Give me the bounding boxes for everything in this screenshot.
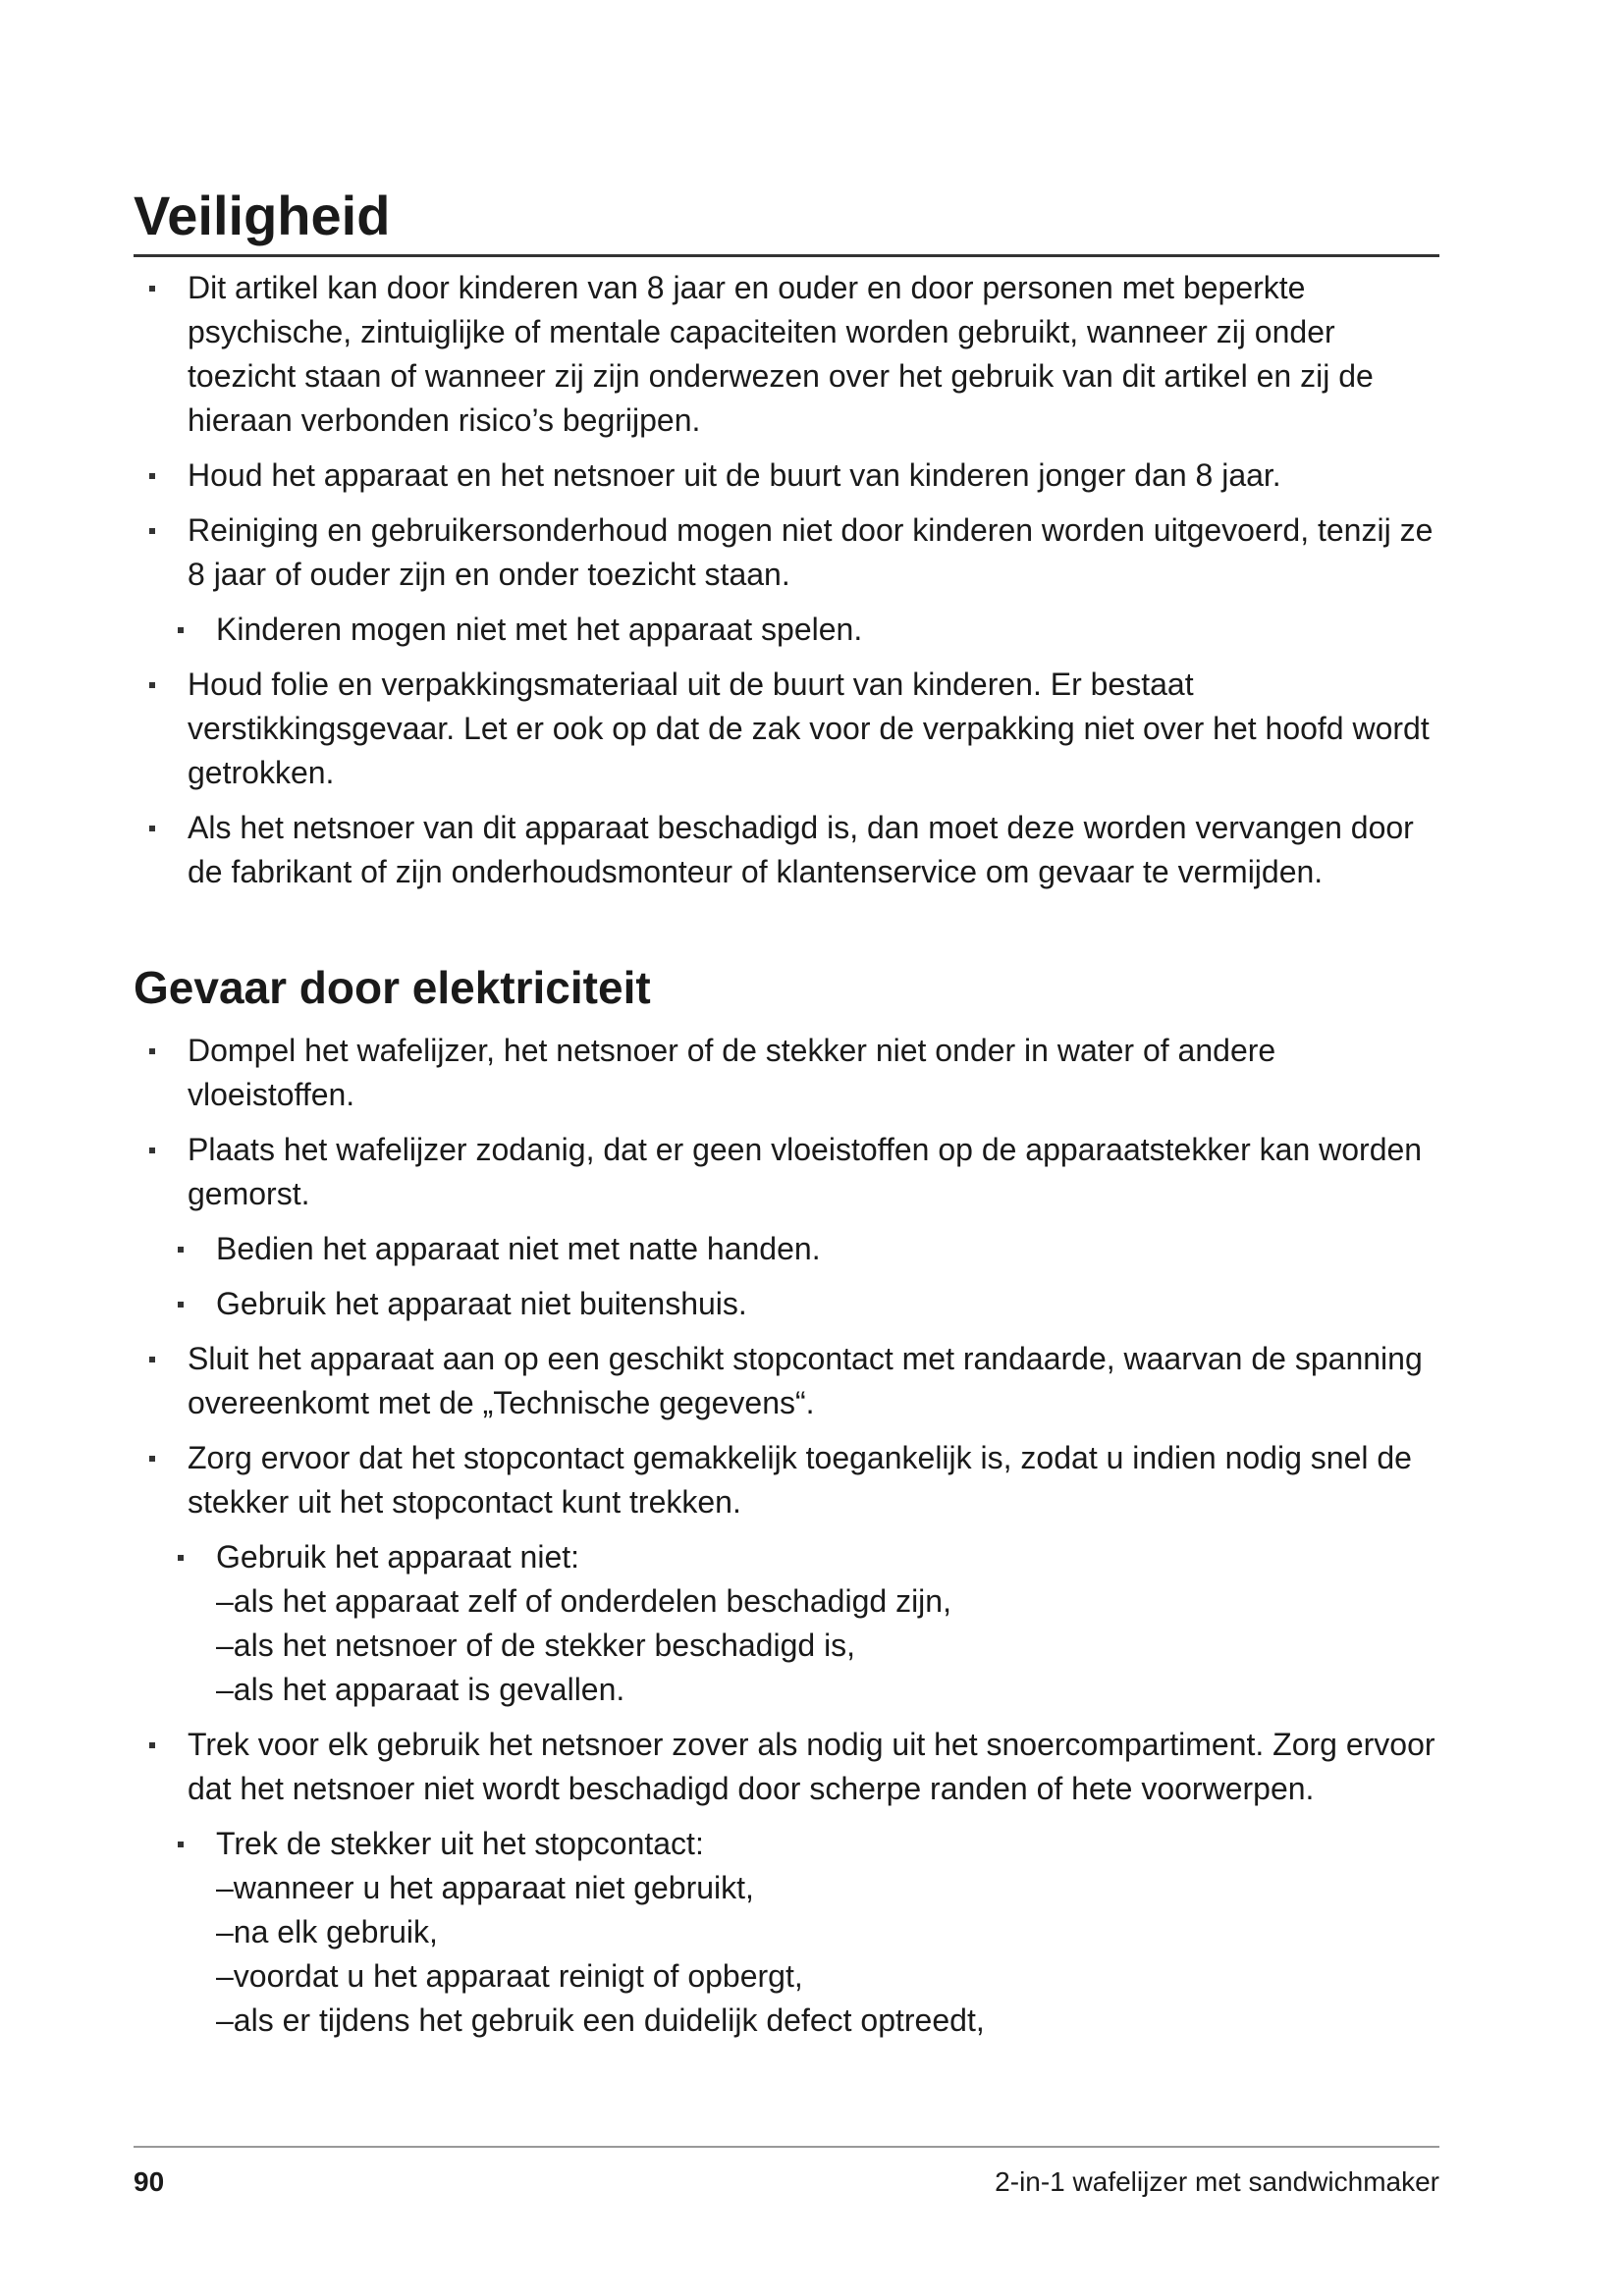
title-divider [134,254,1439,257]
list-item [134,663,1439,795]
list-item [134,806,1439,894]
list-item-text: Trek de stekker uit het stopcontact: [216,1826,704,1861]
bullet-icon [149,1742,155,1748]
bullet-icon [178,1842,184,1847]
bullet-icon [149,826,155,831]
list-item [134,454,1439,498]
list-item-text: Dompel het wafelijzer, het netsnoer of de stekker niet onder in water of andere vloeistoffen. [188,1033,1276,1112]
list-item-text: Zorg ervoor dat het stopcontact gemakkelijk toegankelijk is, zodat u indien nodig snel de stekker uit het stopcontact kunt trekken. [188,1440,1412,1520]
bullet-icon [149,1357,155,1362]
bullet-icon [149,1148,155,1153]
list-item [134,1227,1439,1271]
sub-item-text: –wanneer u het apparaat niet gebruikt, [216,1870,754,1905]
list-item [134,1282,1439,1326]
sub-item-text: –als het netsnoer of de stekker beschadigd is, [216,1628,856,1663]
sub-item-text: –als het apparaat is gevallen. [216,1672,625,1707]
section-title-safety: Veiligheid [134,185,391,246]
product-name: 2-in-1 wafelijzer met sandwichmaker [995,2166,1439,2197]
list-item-text: Als het netsnoer van dit apparaat beschadigd is, dan moet deze worden vervangen door de fabrikant of zijn onderhoudsmonteur of klantenservice om gevaar te vermijden. [188,810,1414,889]
list-item-text: Trek voor elk gebruik het netsnoer zover als nodig uit het snoercompartiment. Zorg ervoor dat het netsnoer niet wordt beschadigd door scherpe randen of hete voorwerpen. [188,1727,1435,1806]
list-item [134,1436,1439,1524]
list-item-text: Houd folie en verpakkingsmateriaal uit de buurt van kinderen. Er bestaat verstikkingsgevaar. Let er ook op dat de zak voor de verpakking niet over het hoofd wordt getrokken. [188,667,1430,790]
sub-item-text: –voordat u het apparaat reinigt of opbergt, [216,1958,803,1994]
bullet-icon [149,682,155,688]
list-item-text: Kinderen mogen niet met het apparaat spelen. [216,612,863,647]
bullet-icon [149,1048,155,1054]
list-item [134,608,1439,652]
list-item-text: Houd het apparaat en het netsnoer uit de buurt van kinderen jonger dan 8 jaar. [188,457,1281,493]
bullet-icon [149,528,155,534]
bullet-icon [149,286,155,292]
list-item [134,1723,1439,1811]
list-item-text: Gebruik het apparaat niet buitenshuis. [216,1286,747,1321]
sub-item-text: –als er tijdens het gebruik een duidelijk defect optreedt, [216,2002,985,2038]
list-item-text: Reiniging en gebruikersonderhoud mogen niet door kinderen worden uitgevoerd, tenzij ze 8 jaar of ouder zijn en onder toezicht staan. [188,512,1434,592]
list-item [134,1337,1439,1425]
list-item-text: Gebruik het apparaat niet: [216,1539,580,1575]
safety-list [134,266,1439,905]
bullet-icon [178,1247,184,1253]
list-item [134,1822,1439,2043]
bullet-icon [178,1302,184,1308]
page-number: 90 [134,2166,165,2197]
list-item-text: Bedien het apparaat niet met natte handen. [216,1231,821,1266]
footer-divider [134,2146,1439,2148]
bullet-icon [149,473,155,479]
list-item [134,1029,1439,1117]
bullet-icon [178,1555,184,1561]
section-title-electricity: Gevaar door elektriciteit [134,962,651,1013]
sub-item-text: –na elk gebruik, [216,1914,438,1949]
list-item-text: Sluit het apparaat aan op een geschikt stopcontact met randaarde, waarvan de spanning overeenkomt met de „Technische gegevens“. [188,1341,1423,1420]
list-item-text: Dit artikel kan door kinderen van 8 jaar en ouder en door personen met beperkte psychische, zintuiglijke of mentale capaciteiten worden gebruikt, wanneer zij onder toezicht staan of wanneer zij zijn onderwezen over het gebruik van dit artikel en zij de hieraan verbonden risico’s begrijpen. [188,270,1374,438]
manual-page [134,0,1439,2296]
electricity-list [134,1029,1439,2054]
list-item [134,1128,1439,1216]
list-item [134,1535,1439,1712]
list-item [134,508,1439,597]
sub-item-text: –als het apparaat zelf of onderdelen beschadigd zijn, [216,1583,951,1619]
bullet-icon [149,1456,155,1462]
bullet-icon [178,627,184,633]
list-item [134,266,1439,443]
list-item-text: Plaats het wafelijzer zodanig, dat er geen vloeistoffen op de apparaatstekker kan worden gemorst. [188,1132,1423,1211]
